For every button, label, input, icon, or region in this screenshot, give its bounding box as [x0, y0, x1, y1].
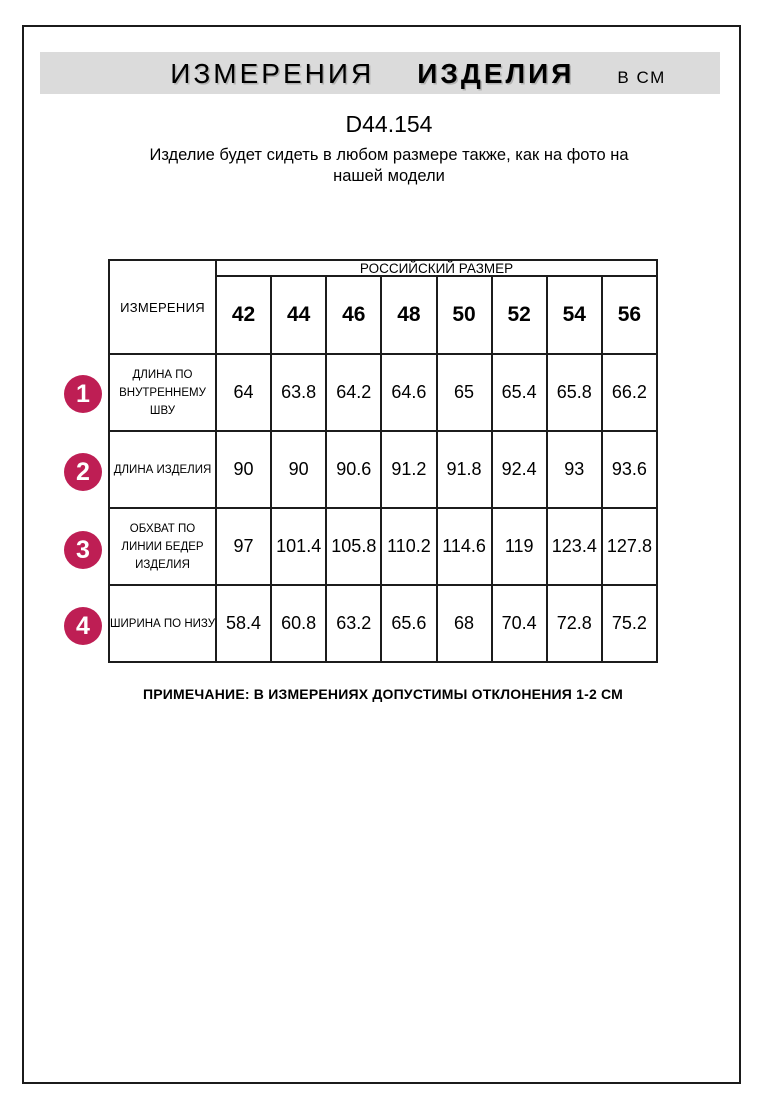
row-label: ОБХВАТ ПО ЛИНИИ БЕДЕР ИЗДЕЛИЯ [109, 508, 216, 585]
page-title-emphasis: ИЗДЕЛИЯ [417, 58, 575, 89]
table-row [109, 354, 657, 431]
title-bar [40, 52, 720, 94]
value-cell: 91.8 [437, 431, 492, 508]
value-cell: 64.6 [381, 354, 436, 431]
size-header: 42 [216, 276, 271, 354]
value-cell: 75.2 [602, 585, 657, 662]
size-header: 48 [381, 276, 436, 354]
size-header: 54 [547, 276, 602, 354]
value-cell: 63.2 [326, 585, 381, 662]
value-cell: 92.4 [492, 431, 547, 508]
value-cell: 72.8 [547, 585, 602, 662]
size-header: 46 [326, 276, 381, 354]
page-title: ИЗМЕРЕНИЯ [170, 58, 375, 89]
value-cell: 90 [271, 431, 326, 508]
value-cell: 65.4 [492, 354, 547, 431]
row-label: ДЛИНА ПО ВНУТРЕННЕМУ ШВУ [109, 354, 216, 431]
value-cell: 127.8 [602, 508, 657, 585]
measurements-header-cell: ИЗМЕРЕНИЯ [109, 260, 216, 354]
size-header: 52 [492, 276, 547, 354]
value-cell: 101.4 [271, 508, 326, 585]
value-cell: 64.2 [326, 354, 381, 431]
table-row [109, 585, 657, 662]
value-cell: 93 [547, 431, 602, 508]
measurements-table [108, 259, 658, 663]
row-number-badge: 4 [64, 607, 102, 645]
value-cell: 65.6 [381, 585, 436, 662]
value-cell: 65 [437, 354, 492, 431]
product-code: D44.154 [345, 111, 433, 137]
value-cell: 105.8 [326, 508, 381, 585]
value-cell: 90 [216, 431, 271, 508]
value-cell: 90.6 [326, 431, 381, 508]
size-header: 56 [602, 276, 657, 354]
value-cell: 63.8 [271, 354, 326, 431]
value-cell: 68 [437, 585, 492, 662]
tolerance-note: ПРИМЕЧАНИЕ: В ИЗМЕРЕНИЯХ ДОПУСТИМЫ ОТКЛОНЕНИЯ 1-2 СМ [142, 686, 624, 702]
value-cell: 58.4 [216, 585, 271, 662]
row-number-badge: 2 [64, 453, 102, 491]
size-header: 50 [437, 276, 492, 354]
row-label: ДЛИНА ИЗДЕЛИЯ [109, 431, 216, 508]
value-cell: 123.4 [547, 508, 602, 585]
value-cell: 70.4 [492, 585, 547, 662]
value-cell: 65.8 [547, 354, 602, 431]
value-cell: 97 [216, 508, 271, 585]
value-cell: 110.2 [381, 508, 436, 585]
row-number-badge: 1 [64, 375, 102, 413]
value-cell: 91.2 [381, 431, 436, 508]
row-label: ШИРИНА ПО НИЗУ [109, 585, 216, 662]
size-group-header-cell: РОССИЙСКИЙ РАЗМЕР [216, 260, 657, 276]
value-cell: 60.8 [271, 585, 326, 662]
value-cell: 66.2 [602, 354, 657, 431]
value-cell: 64 [216, 354, 271, 431]
group-header-row [109, 260, 657, 276]
subtitle: Изделие будет сидеть в любом размере также, как на фото на нашей модели [149, 146, 629, 185]
units-label: В СМ [617, 68, 666, 87]
table-row [109, 431, 657, 508]
size-header: 44 [271, 276, 326, 354]
value-cell: 93.6 [602, 431, 657, 508]
row-number-badge: 3 [64, 531, 102, 569]
value-cell: 114.6 [437, 508, 492, 585]
table-row [109, 508, 657, 585]
value-cell: 119 [492, 508, 547, 585]
